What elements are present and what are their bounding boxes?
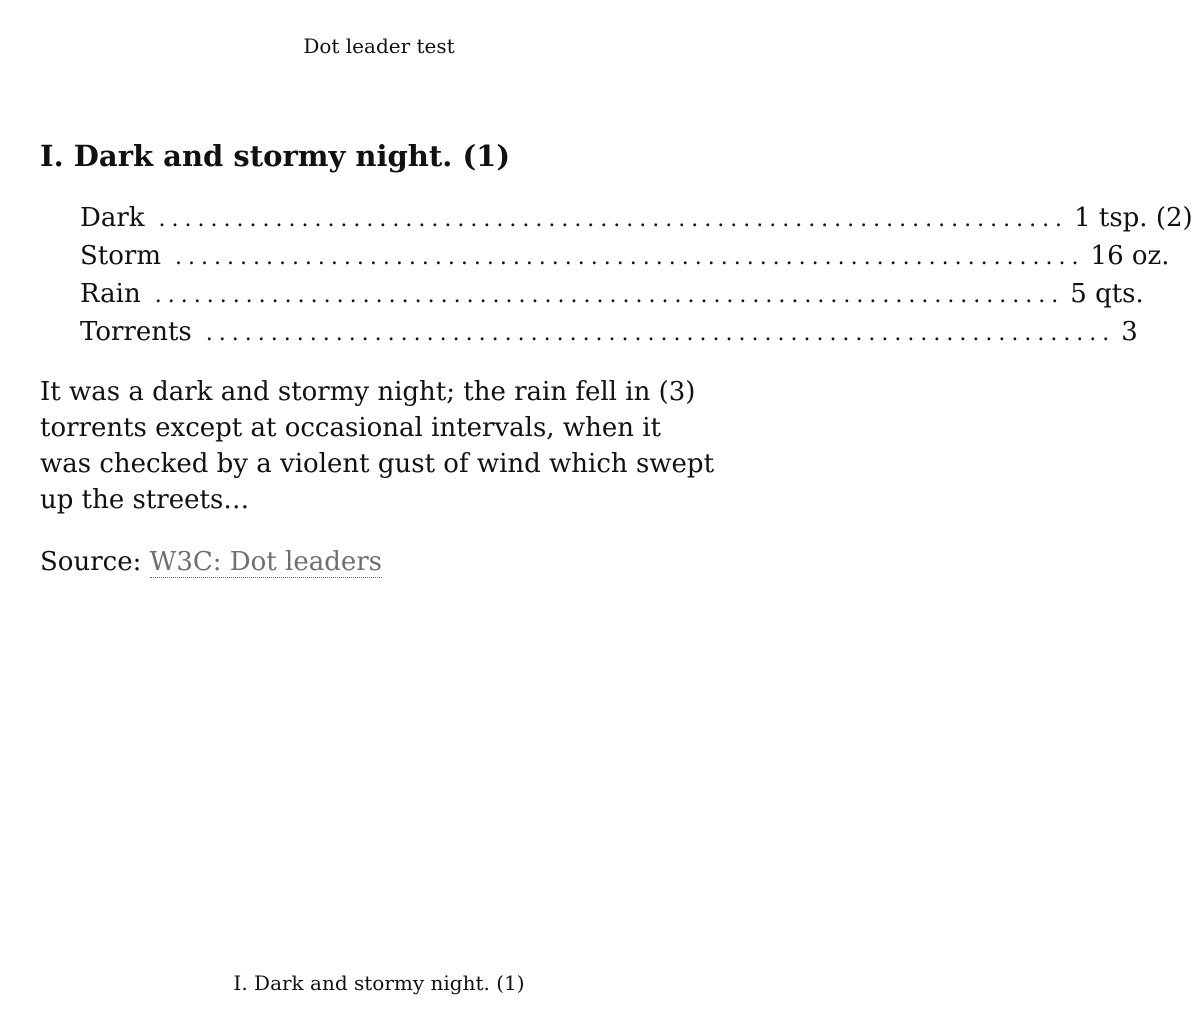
leader-item-storm [80,238,1170,276]
dot-leader: ...................................................................... [158,207,1069,232]
leader-label: Dark [80,203,145,233]
dot-leader: ...................................................................... [154,283,1065,308]
leader-label: Torrents [80,317,192,347]
source-link[interactable]: W3C: Dot leaders [149,547,383,577]
leader-item-dark [80,200,1193,238]
leader-value: 5 qts. [1070,279,1144,309]
leader-value: 16 oz. [1090,241,1170,271]
leader-label: Storm [80,241,161,271]
leader-value: 3 [1121,317,1138,347]
leader-item-torrents [80,314,1138,352]
source-line [40,544,718,580]
running-footer: I. Dark and stormy night. (1) [233,971,525,995]
dot-leader: ...................................................................... [175,245,1085,270]
chapter-heading: I. Dark and stormy night. (1) [40,139,511,173]
body-paragraph: It was a dark and stormy night; the rain fell in (3) torrents except at occasional intervals, when it was checked by a violent gust of wind which swept up the streets… [40,377,715,515]
leader-value: 1 tsp. (2) [1074,203,1193,233]
leader-label: Rain [80,279,141,309]
page-content [40,134,1193,580]
leader-item-rain [80,276,1144,314]
source-label: Source: [40,547,142,577]
dot-leader-list [80,200,1193,352]
running-header: Dot leader test [303,34,455,58]
dot-leader: ...................................................................... [205,321,1116,346]
